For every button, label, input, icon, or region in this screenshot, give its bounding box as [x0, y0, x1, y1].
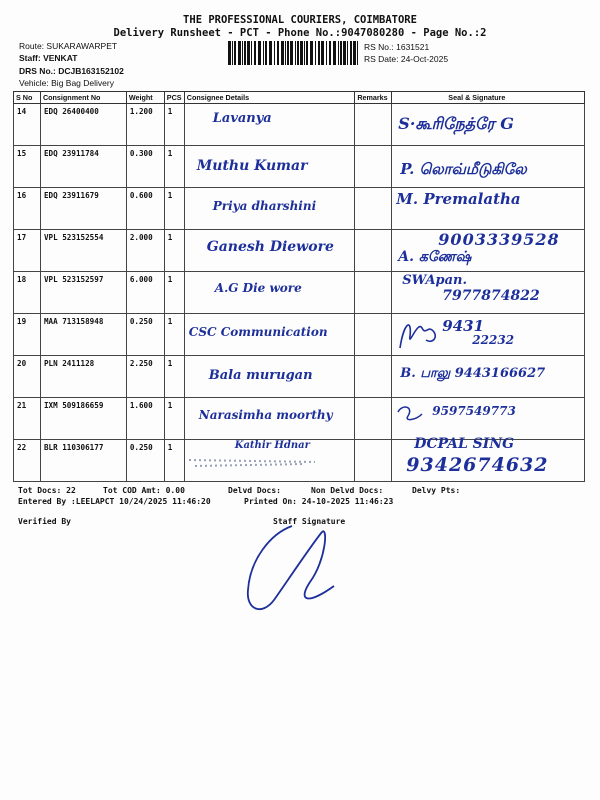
weight-cell: 2.000 — [126, 230, 164, 272]
consignment-cell: EDQ 23911679 — [40, 188, 126, 230]
signature-cell — [392, 188, 585, 230]
weight-cell: 0.250 — [126, 314, 164, 356]
col-signature: Seal & Signature — [392, 92, 585, 104]
consignee-cell — [184, 272, 355, 314]
consignment-cell: BLR 110306177 — [40, 440, 126, 482]
consignee-cell — [184, 440, 355, 482]
consignee-handwriting: Muthu Kumar — [196, 158, 308, 174]
staff-signature-scribble — [240, 520, 350, 624]
consignee-cell — [184, 188, 355, 230]
consignee-handwriting: A.G Die wore — [214, 281, 302, 295]
signature-cell — [392, 436, 585, 482]
signature-cell — [392, 356, 585, 398]
signature-cell — [392, 314, 585, 356]
consignment-cell: MAA 713158948 — [40, 314, 126, 356]
consignee-handwriting: Narasimha moorthy — [198, 408, 333, 422]
signature-cell — [392, 398, 585, 440]
signature-handwriting: SWApan. — [402, 273, 468, 288]
col-pcs: PCS — [164, 92, 184, 104]
delivery-points: Delvy Pts: — [412, 486, 461, 495]
weight-cell: 1.600 — [126, 398, 164, 440]
consignee-handwriting: Bala murugan — [208, 368, 313, 383]
table-row — [14, 272, 585, 314]
remarks-cell — [355, 104, 392, 146]
pcs-cell: 1 — [164, 104, 184, 146]
sno-cell: 21 — [14, 398, 41, 440]
col-sno: S No — [14, 92, 41, 104]
total-docs: Tot Docs: 22 — [18, 486, 76, 495]
table-row — [14, 146, 585, 188]
staff-label: Staff: VENKAT — [19, 53, 78, 63]
pcs-cell: 1 — [164, 314, 184, 356]
pcs-cell: 1 — [164, 398, 184, 440]
signature-cell — [392, 104, 585, 146]
signature-phone: 9342674632 — [406, 454, 549, 476]
consignee-handwriting: Lavanya — [212, 111, 272, 126]
remarks-cell — [355, 314, 392, 356]
signature-phone: 9597549773 — [432, 404, 516, 418]
weight-cell: 2.250 — [126, 356, 164, 398]
signature-handwriting: DCPAL SING — [414, 436, 515, 452]
rs-date: RS Date: 24-Oct-2025 — [364, 54, 449, 64]
sno-cell: 19 — [14, 314, 41, 356]
consignee-handwriting: Ganesh Diewore — [206, 239, 334, 255]
table-row — [14, 440, 585, 482]
consignee-smudge — [185, 440, 356, 480]
pcs-cell: 1 — [164, 230, 184, 272]
pcs-cell: 1 — [164, 188, 184, 230]
route-label: Route: SUKARAWARPET — [19, 41, 118, 51]
consignment-cell: EDQ 23911784 — [40, 146, 126, 188]
consignment-cell: VPL 523152554 — [40, 230, 126, 272]
company-title: THE PROFESSIONAL COURIERS, COIMBATORE — [183, 14, 417, 26]
consignee-cell — [184, 230, 355, 272]
verified-by-label: Verified By — [18, 517, 71, 526]
entered-by: Entered By :LEELAPCT 10/24/2025 11:46:20 — [18, 497, 211, 506]
consignee-handwriting: Kathir Hdnar — [234, 440, 310, 451]
signature-number: 9431 — [442, 317, 485, 335]
weight-cell: 1.200 — [126, 104, 164, 146]
table-row — [14, 188, 585, 230]
printed-on: Printed On: 24-10-2025 11:46:23 — [244, 497, 394, 506]
signature-handwriting: M. Premalatha — [396, 190, 521, 208]
consignee-cell — [184, 356, 355, 398]
pcs-cell: 1 — [164, 440, 184, 482]
pcs-cell: 1 — [164, 356, 184, 398]
col-weight: Weight — [126, 92, 164, 104]
col-remarks: Remarks — [355, 92, 392, 104]
consignment-cell: PLN 2411128 — [40, 356, 126, 398]
weight-cell: 0.300 — [126, 146, 164, 188]
consignee-cell — [184, 398, 355, 440]
weight-cell: 0.600 — [126, 188, 164, 230]
total-cod-amount: Tot COD Amt: 0.00 — [103, 486, 185, 495]
table-header-row — [14, 92, 585, 104]
remarks-cell — [355, 188, 392, 230]
runsheet-subtitle: Delivery Runsheet - PCT - Phone No.:9047080280 - Page No.:2 — [113, 27, 487, 39]
sno-cell: 16 — [14, 188, 41, 230]
table-row — [14, 314, 585, 356]
sno-cell: 15 — [14, 146, 41, 188]
delivered-docs: Delvd Docs: — [228, 486, 281, 495]
consignee-cell — [184, 146, 355, 188]
pcs-cell: 1 — [164, 146, 184, 188]
sno-cell: 18 — [14, 272, 41, 314]
signature-cell — [392, 230, 585, 272]
consignee-handwriting: CSC Communication — [188, 325, 328, 339]
sno-cell: 17 — [14, 230, 41, 272]
staff-signature-label: Staff Signature — [273, 517, 346, 526]
remarks-cell — [355, 356, 392, 398]
consignment-cell: IXM 509186659 — [40, 398, 126, 440]
runsheet-table — [13, 91, 585, 482]
remarks-cell — [355, 272, 392, 314]
weight-cell: 0.250 — [126, 440, 164, 482]
remarks-cell — [355, 440, 392, 482]
table-row — [14, 230, 585, 272]
table-row — [14, 104, 585, 146]
col-consignment: Consignment No — [40, 92, 126, 104]
signature-handwriting: B. பாலு 9443166627 — [400, 366, 546, 381]
sno-cell: 22 — [14, 440, 41, 482]
sno-cell: 20 — [14, 356, 41, 398]
signature-handwriting: S·கூரிநேத்ரே G — [398, 114, 514, 133]
barcode — [228, 41, 360, 65]
consignment-cell: EDQ 26400400 — [40, 104, 126, 146]
weight-cell: 6.000 — [126, 272, 164, 314]
consignee-handwriting: Priya dharshini — [212, 199, 317, 213]
table-row — [14, 398, 585, 440]
sno-cell: 14 — [14, 104, 41, 146]
signature-cell — [392, 146, 585, 188]
signature-cell — [392, 272, 585, 314]
non-delivered-docs: Non Delvd Docs: — [311, 486, 384, 495]
signature-phone: 7977874822 — [442, 288, 540, 304]
pcs-cell: 1 — [164, 272, 184, 314]
signature-phone: 9003339528 — [438, 230, 560, 249]
vehicle-label: Vehicle: Big Bag Delivery — [19, 78, 114, 88]
col-consignee: Consignee Details — [184, 92, 355, 104]
remarks-cell — [355, 230, 392, 272]
rs-number: RS No.: 1631521 — [364, 42, 430, 52]
signature-handwriting: A. கணேஷ் — [398, 249, 472, 265]
consignee-cell — [184, 104, 355, 146]
consignee-cell — [184, 314, 355, 356]
consignment-cell: VPL 523152597 — [40, 272, 126, 314]
signature-handwriting: P. லொவ்மீடுகிலே — [400, 160, 527, 178]
table-row — [14, 356, 585, 398]
signature-number-2: 22232 — [472, 333, 515, 347]
remarks-cell — [355, 146, 392, 188]
remarks-cell — [355, 398, 392, 440]
drs-number: DRS No.: DCJB163152102 — [19, 66, 124, 76]
